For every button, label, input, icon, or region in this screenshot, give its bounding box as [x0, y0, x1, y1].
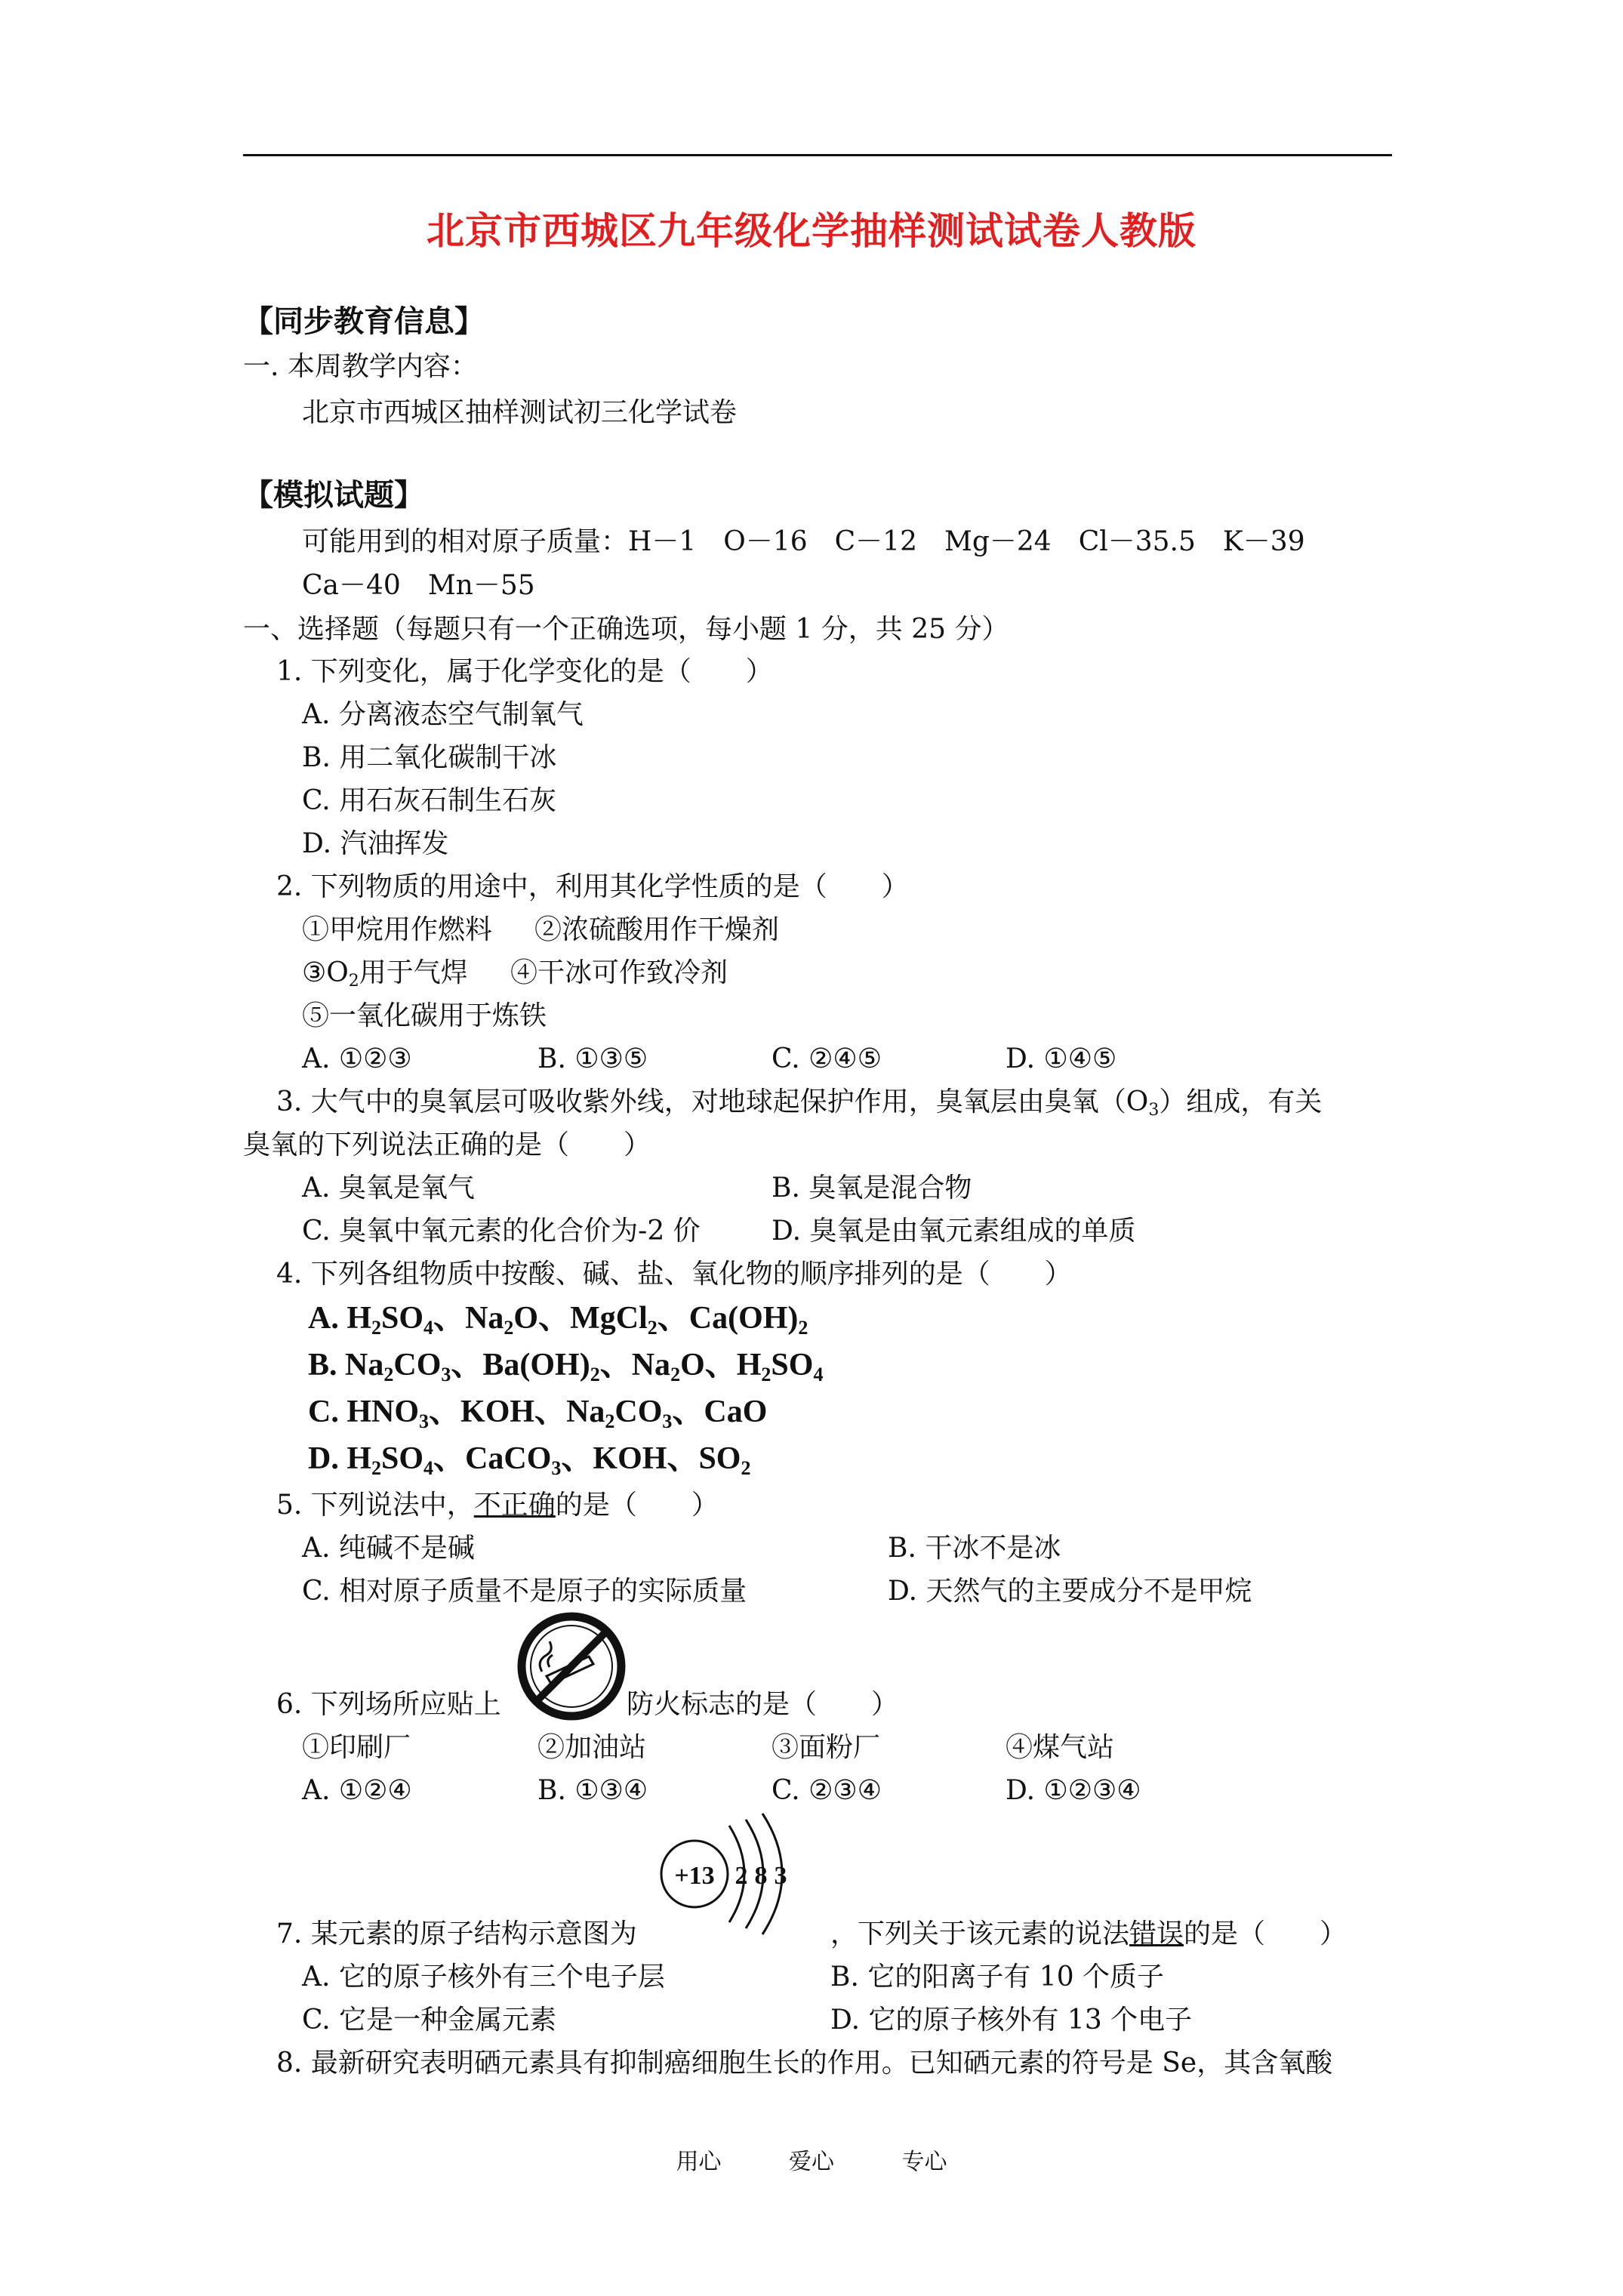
q2-item-3: $③O_2$用于气焊	[302, 957, 468, 991]
page-footer	[0, 2143, 1623, 2176]
atomic-mass-line-2: Ca－40 Mn－55	[302, 570, 535, 601]
atomic-structure-diagram	[654, 1812, 812, 1948]
q6-item-2: ②加油站	[537, 1732, 647, 1763]
q7-option-d: D. 它的原子核外有 13 个电子	[830, 2005, 1193, 2036]
info-line-1: 一. 本周教学内容：	[243, 351, 478, 382]
q3-option-c: C. 臭氧中氧元素的化合价为-2 价	[302, 1216, 701, 1247]
footer-text-3: 专心	[901, 2149, 947, 2175]
q6-option-d: D. ①②③④	[1006, 1775, 1141, 1806]
q2-item-2: ②浓硫酸用作干燥剂	[534, 914, 780, 945]
q7-stem-post: ，下列关于该元素的说法错误的是（ ）	[830, 1918, 1347, 1949]
q7-option-b: B. 它的阳离子有 10 个质子	[830, 1962, 1165, 1992]
q3-stem-cont: 臭氧的下列说法正确的是（ ）	[243, 1130, 651, 1160]
q2-option-d: D. ①④⑤	[1006, 1043, 1117, 1074]
q6-item-1: ①印刷厂	[302, 1732, 411, 1763]
q6-option-a: A. ①②④	[302, 1775, 412, 1806]
q1-option-d: D. 汽油挥发	[302, 828, 449, 859]
q6-item-3: ③面粉厂	[771, 1732, 881, 1763]
info-line-2: 北京市西城区抽样测试初三化学试卷	[302, 397, 738, 428]
q5-option-d: D. 天然气的主要成分不是甲烷	[888, 1576, 1252, 1607]
q5-option-c: C. 相对原子质量不是原子的实际质量	[302, 1576, 747, 1607]
q1-option-b: B. 用二氧化碳制干冰	[302, 742, 557, 773]
part-1-heading: 一、选择题（每题只有一个正确选项，每小题 1 分，共 25 分）	[243, 614, 1009, 645]
q8-stem: 8. 最新研究表明硒元素具有抑制癌细胞生长的作用。已知硒元素的符号是 Se，其含氧酸	[276, 2048, 1333, 2079]
q3-option-d: D. 臭氧是由氧元素组成的单质	[771, 1216, 1136, 1247]
q1-option-a: A. 分离液态空气制氧气	[302, 699, 584, 730]
footer-text-1: 用心	[676, 2149, 722, 2175]
q5-option-b: B. 干冰不是冰	[888, 1533, 1061, 1564]
q2-option-c: C. ②④⑤	[771, 1043, 882, 1074]
q5-stem: 5. 下列说法中，不正确的是（ ）	[276, 1490, 719, 1521]
no-smoking-icon	[516, 1611, 627, 1721]
header-rule	[243, 154, 1392, 156]
q3-stem: 3. 大气中的臭氧层可吸收紫外线，对地球起保护作用，臭氧层由臭氧$(O_3)$组成，有关	[276, 1086, 1323, 1120]
q6-option-c: C. ②③④	[771, 1775, 882, 1806]
q4-option-c: C. $HNO_3$、KOH、$Na_2CO_3$、CaO	[308, 1395, 768, 1432]
q4-stem: 4. 下列各组物质中按酸、碱、盐、氧化物的顺序排列的是（ ）	[276, 1259, 1072, 1290]
section-sync-info: 【同步教育信息】	[243, 304, 485, 339]
q6-stem-post: 防火标志的是（ ）	[627, 1689, 899, 1720]
electron-shell-3: 3	[774, 1862, 787, 1890]
q1-option-c: C. 用石灰石制生石灰	[302, 785, 557, 816]
q6-stem-pre: 6. 下列场所应贴上	[276, 1689, 501, 1720]
q6-item-4: ④煤气站	[1006, 1732, 1115, 1763]
q2-option-a: A. ①②③	[302, 1043, 412, 1074]
atomic-mass-line-1: 可能用到的相对原子质量：H－1 O－16 C－12 Mg－24 Cl－35.5 K－39	[302, 526, 1305, 557]
q2-item-5: ⑤一氧化碳用于炼铁	[302, 1000, 547, 1031]
q2-item-1: ①甲烷用作燃料	[302, 914, 493, 945]
electron-shell-2: 8	[754, 1862, 768, 1890]
q7-stem-pre: 7. 某元素的原子结构示意图为	[276, 1918, 637, 1949]
q4-option-d: D. $H_2SO_4$、CaCO$_3$、KOH、$SO_2$	[308, 1441, 751, 1479]
q3-option-a: A. 臭氧是氧气	[302, 1173, 475, 1203]
q2-stem: 2. 下列物质的用途中，利用其化学性质的是（ ）	[276, 871, 909, 902]
q7-option-a: A. 它的原子核外有三个电子层	[302, 1962, 665, 1992]
footer-text-2: 爱心	[789, 2149, 834, 2175]
q6-option-b: B. ①③④	[537, 1775, 648, 1806]
q2-option-b: B. ①③⑤	[537, 1043, 648, 1074]
q1-stem: 1. 下列变化，属于化学变化的是（ ）	[276, 656, 773, 687]
q3-option-b: B. 臭氧是混合物	[771, 1173, 972, 1203]
q7-option-c: C. 它是一种金属元素	[302, 2005, 557, 2036]
q4-option-a: A. $H_2SO_4$、$Na_2O$、MgCl$_2$、$Ca(OH)_2$	[308, 1301, 808, 1339]
page-title: 北京市西城区九年级化学抽样测试试卷人教版	[427, 208, 1196, 253]
nucleus-charge: +13	[674, 1862, 715, 1890]
q4-option-b: B. $Na_2CO_3$、$Ba(OH)_2$、$Na_2O$、$H_2SO_4$	[308, 1348, 824, 1385]
q5-option-a: A. 纯碱不是碱	[302, 1533, 475, 1564]
section-simulation: 【模拟试题】	[243, 477, 424, 513]
electron-shell-1: 2	[735, 1862, 748, 1890]
q2-item-4: ④干冰可作致冷剂	[510, 957, 728, 988]
